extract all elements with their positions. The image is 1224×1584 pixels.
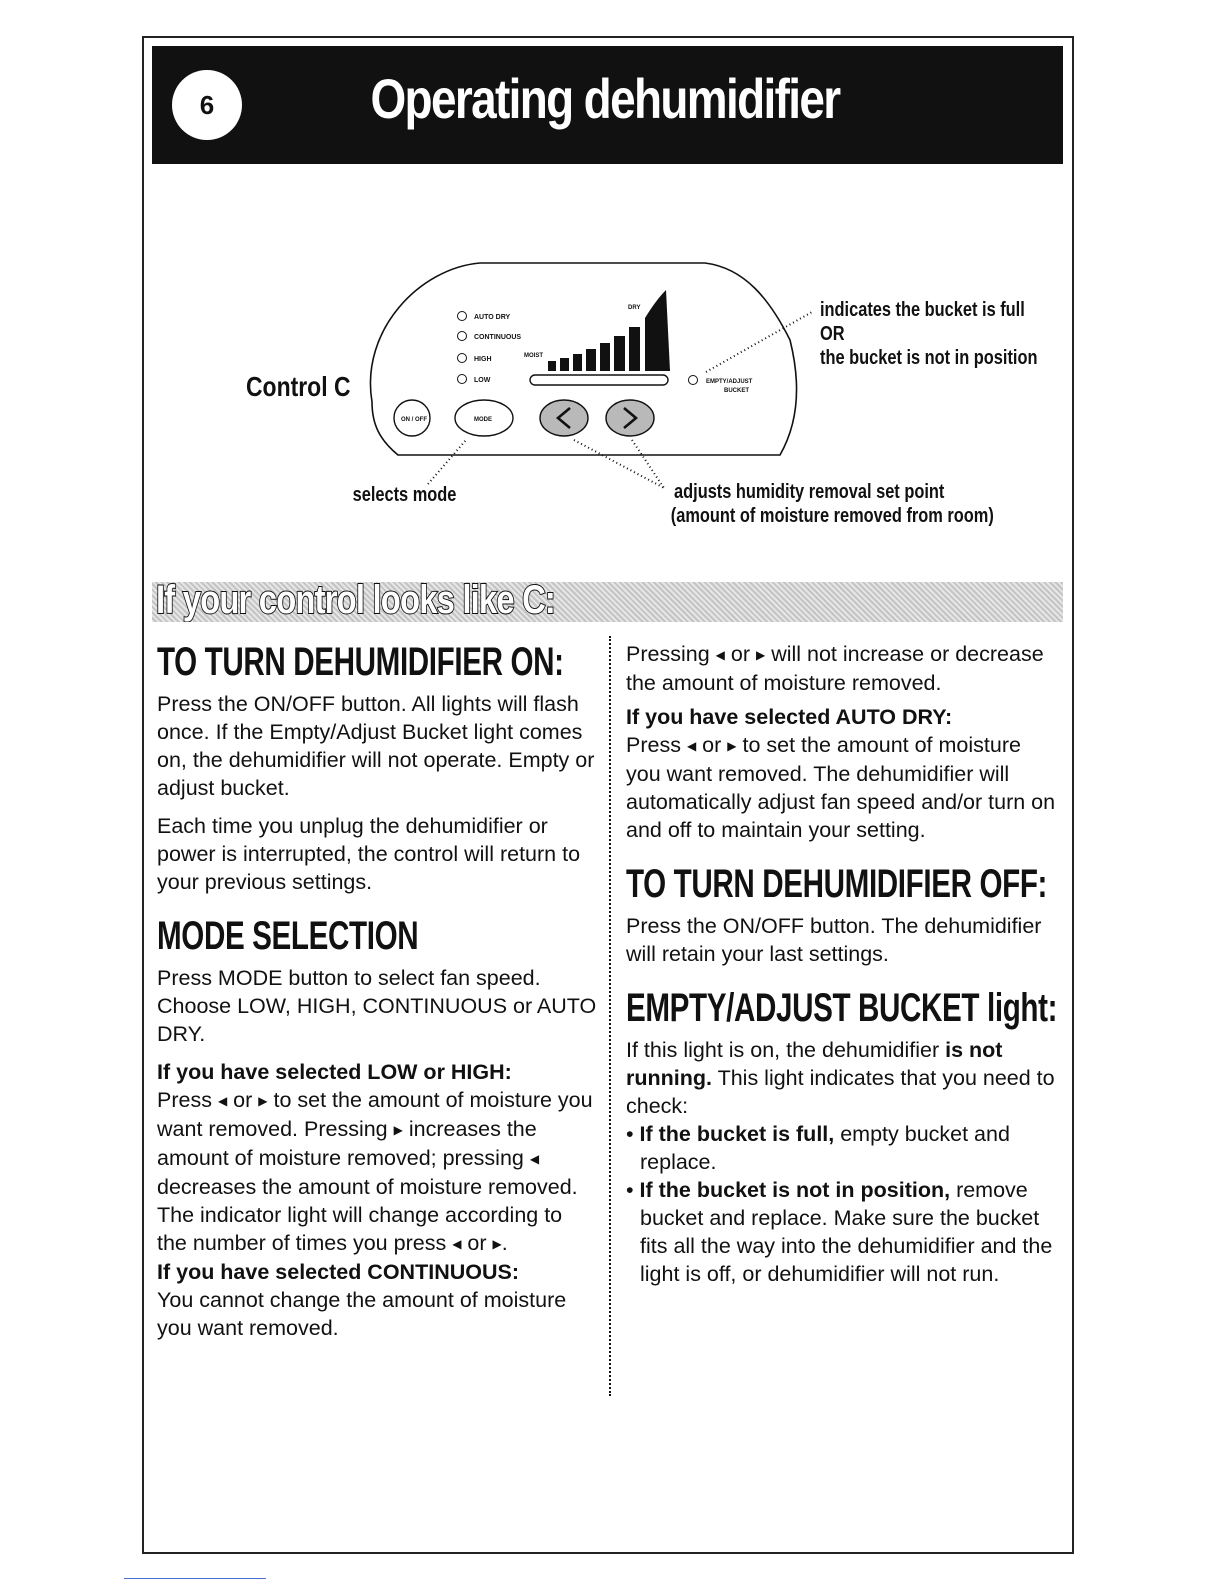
mode-label: LOW bbox=[474, 377, 491, 384]
continuous-light-icon bbox=[458, 332, 467, 341]
callout-adjust-text: (amount of moisture removed from room) bbox=[670, 503, 994, 527]
section-banner-title: If your control looks like C: bbox=[156, 578, 556, 622]
high-light-icon bbox=[458, 354, 467, 363]
left-arrow-icon bbox=[452, 1231, 461, 1255]
left-arrow-icon bbox=[218, 1088, 227, 1112]
right-column bbox=[626, 640, 1056, 1288]
footer-rule bbox=[124, 1578, 266, 1579]
check-list bbox=[626, 1120, 1056, 1288]
mode-label: CONTINUOUS bbox=[474, 334, 522, 341]
empty-adjust-paragraph: If this light is on, the dehumidifier is not running. This light indicates that you need to check: bbox=[626, 1038, 1055, 1118]
low-light-icon bbox=[458, 375, 467, 384]
mode-label: AUTO DRY bbox=[474, 314, 511, 321]
right-arrow-icon bbox=[394, 1117, 403, 1141]
scale-moist-label: MOIST bbox=[524, 353, 543, 359]
list-item: • If the bucket is not in position, remove bucket and replace. Make sure the bucket fits all the way into the dehumidifier and the light is off, or dehumidifier will not run. bbox=[626, 1178, 1053, 1286]
low-high-paragraph: Press ◀ or ▶ to set the amount of moisture you want removed. Pressing ▶ increases the amount of moisture removed; pressing ◀ decreases the amount of moisture removed. The indicator light will change according to the number of times you press ◀ or ▶ . bbox=[157, 1086, 597, 1258]
left-column bbox=[157, 640, 597, 1342]
subheading-continuous: If you have selected CONTINUOUS: bbox=[157, 1260, 519, 1284]
control-panel-diagram bbox=[0, 0, 1224, 560]
mode-paragraph: Press MODE button to select fan speed. Choose LOW, HIGH, CONTINUOUS or AUTO DRY. bbox=[157, 966, 597, 1046]
empty-adjust-label: BUCKET bbox=[724, 388, 749, 394]
decrease-button[interactable] bbox=[540, 400, 588, 436]
svg-text:ON / OFF: ON / OFF bbox=[401, 417, 427, 423]
heading-turn-off: TO TURN DEHUMIDIFIER OFF: bbox=[626, 862, 1048, 906]
right-arrow-icon bbox=[258, 1088, 267, 1112]
step-number-badge: 6 bbox=[172, 70, 242, 140]
continuous-paragraph: You cannot change the amount of moisture you want removed. bbox=[157, 1288, 567, 1340]
svg-text:MODE: MODE bbox=[474, 417, 492, 423]
left-arrow-icon bbox=[530, 1146, 539, 1170]
heading-mode-selection: MODE SELECTION bbox=[157, 914, 419, 958]
humidity-bar-graph bbox=[524, 290, 670, 385]
empty-adjust-light-icon bbox=[689, 376, 698, 385]
column-divider bbox=[609, 636, 611, 1396]
auto-dry-light-icon bbox=[458, 312, 467, 321]
on-off-button[interactable] bbox=[394, 400, 430, 436]
left-arrow-icon bbox=[716, 642, 725, 666]
turn-on-paragraph: Press the ON/OFF button. All lights will flash once. If the Empty/Adjust Bucket light comes on, the dehumidifier will not operate. Empty or adjust bucket. bbox=[157, 692, 595, 800]
right-arrow-icon bbox=[727, 733, 736, 757]
mode-button[interactable] bbox=[455, 400, 513, 436]
increase-button[interactable] bbox=[606, 400, 654, 436]
turn-off-paragraph: Press the ON/OFF button. The dehumidifier will retain your last settings. bbox=[626, 914, 1042, 966]
right-arrow-icon bbox=[493, 1231, 502, 1255]
right-arrow-icon bbox=[756, 642, 765, 666]
empty-adjust-label: EMPTY/ADJUST bbox=[706, 379, 753, 385]
control-label: Control C bbox=[246, 371, 351, 403]
power-interrupt-paragraph: Each time you unplug the dehumidifier or power is interrupted, the control will return to your previous settings. bbox=[157, 814, 581, 894]
list-item: • If the bucket is full, empty bucket and replace. bbox=[626, 1122, 1010, 1174]
subheading-auto-dry: If you have selected AUTO DRY: bbox=[626, 705, 953, 729]
heading-empty-adjust: EMPTY/ADJUST BUCKET light: bbox=[626, 986, 1058, 1030]
callout-bucket-text: indicates the bucket is full bbox=[820, 297, 1025, 321]
subheading-low-high: If you have selected LOW or HIGH: bbox=[157, 1060, 512, 1084]
heading-turn-on: TO TURN DEHUMIDIFIER ON: bbox=[157, 640, 564, 684]
scale-dry-label: DRY bbox=[628, 305, 641, 311]
callout-bucket-text: the bucket is not in position bbox=[820, 345, 1038, 369]
page-title: Operating dehumidifier bbox=[370, 67, 840, 130]
auto-dry-paragraph: Press ◀ or ▶ to set the amount of moisture you want removed. The dehumidifier will automatically adjust fan speed and/or turn on and off to maintain your setting. bbox=[626, 731, 1056, 844]
continuous-note-paragraph: Pressing ◀ or ▶ will not increase or decrease the amount of moisture removed. bbox=[626, 640, 1056, 697]
mode-indicators bbox=[458, 312, 522, 385]
mode-label: HIGH bbox=[474, 356, 492, 363]
callout-adjust-text: adjusts humidity removal set point bbox=[674, 479, 945, 503]
left-arrow-icon bbox=[687, 733, 696, 757]
callout-bucket-text: OR bbox=[820, 321, 845, 345]
callout-mode-text: selects mode bbox=[352, 482, 457, 506]
